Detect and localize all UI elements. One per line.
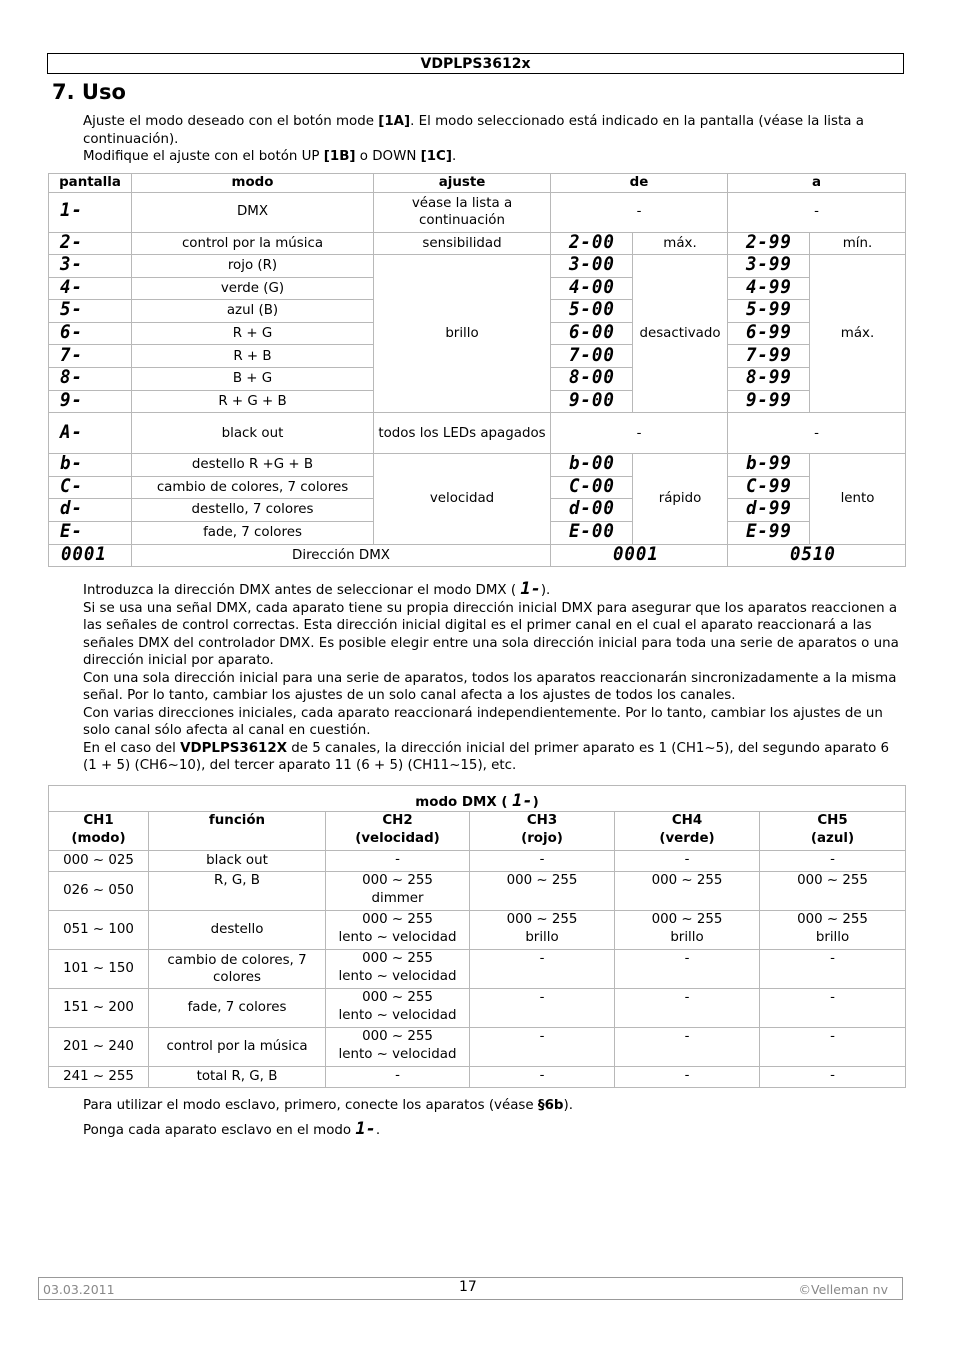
ch5-cell [760, 851, 906, 872]
mode-cell: verde (G) [132, 277, 374, 300]
document-header [47, 53, 904, 74]
button-ref: [1A] [378, 114, 411, 129]
ch4-cell [615, 911, 760, 950]
function-cell: R, G, B [149, 872, 326, 911]
segment-display: C-00 [568, 476, 615, 497]
value-line: 000 ~ 255 [362, 1029, 433, 1044]
from-display-cell [551, 522, 633, 545]
display-cell [49, 232, 132, 255]
from-display-cell [551, 322, 633, 345]
table-row [49, 1028, 906, 1067]
value-line: lento ~ velocidad [338, 968, 457, 984]
segment-display: b-99 [745, 453, 792, 475]
ch1-cell: 000 ~ 025 [49, 851, 149, 872]
function-cell: total R, G, B [149, 1067, 326, 1088]
ch4-cell [615, 1028, 760, 1067]
setting-cell: véase la lista a continuación [374, 192, 551, 232]
col-header-line: CH5 [817, 813, 848, 828]
table-row [49, 950, 906, 989]
ch3-cell [470, 1028, 615, 1067]
to-display-cell [728, 476, 810, 499]
section-ref: §6b [537, 1098, 564, 1113]
segment-display: 8-00 [568, 367, 615, 389]
paragraph [83, 740, 905, 775]
text: ) [532, 794, 539, 810]
intro-text: o DOWN [355, 149, 421, 164]
display-cell [49, 345, 132, 368]
value-line: - [830, 990, 835, 1005]
to-display-cell [728, 322, 810, 345]
segment-display: E- [59, 521, 83, 543]
ch2-cell [326, 989, 470, 1028]
table-row [49, 911, 906, 950]
value-line: - [539, 1029, 545, 1044]
footer-date: 03.03.2011 [43, 1282, 115, 1297]
display-cell [49, 454, 132, 477]
text: . [375, 1122, 381, 1138]
display-cell [49, 368, 132, 391]
value-line: - [830, 1029, 835, 1044]
value-line: 000 ~ 255 [362, 912, 433, 927]
segment-display: b-00 [568, 453, 615, 475]
intro-text: . [452, 149, 457, 164]
ch1-cell: 151 ~ 200 [49, 989, 149, 1028]
segment-display: 4-99 [745, 277, 792, 298]
col-header [326, 812, 470, 851]
col-header [149, 812, 326, 851]
value-line: dimmer [371, 890, 424, 906]
segment-display: 9-99 [745, 390, 792, 411]
value-line: - [684, 951, 690, 966]
segment-display: 1- [512, 790, 533, 811]
segment-display: b- [59, 453, 83, 475]
to-cell: mín. [810, 232, 906, 255]
table-row [49, 255, 906, 278]
mode-cell: DMX [132, 192, 374, 232]
text: En el caso del [83, 740, 181, 756]
from-cell: máx. [633, 232, 728, 255]
ch2-cell [326, 1067, 470, 1088]
segment-display: 3-99 [745, 254, 792, 276]
paragraph [83, 1118, 905, 1140]
col-header-line: CH4 [671, 813, 703, 828]
setting-cell: sensibilidad [374, 232, 551, 255]
segment-display: 5-99 [745, 299, 792, 321]
to-display-cell [728, 345, 810, 368]
display-cell [49, 300, 132, 323]
ch5-cell [760, 911, 906, 950]
display-cell [49, 192, 132, 232]
col-header-line: (velocidad) [355, 830, 440, 846]
to-display-cell [728, 499, 810, 522]
segment-display: 2-00 [568, 232, 615, 253]
table-row [49, 413, 906, 454]
to-display-cell [728, 277, 810, 300]
value-line: - [395, 1068, 400, 1083]
col-header-line: función [208, 813, 266, 828]
display-cell [49, 277, 132, 300]
table-row [49, 989, 906, 1028]
value-line: 000 ~ 255 [362, 951, 433, 966]
col-header: ajuste [374, 174, 551, 193]
mode-cell: control por la música [132, 232, 374, 255]
from-display-cell [551, 390, 633, 413]
value-line: - [684, 852, 690, 867]
text: Ponga cada aparato esclavo en el modo [83, 1122, 356, 1138]
display-cell [49, 476, 132, 499]
paragraph: Con una sola dirección inicial para una serie de aparatos, todos los aparatos reaccionarán sincronizadamente a la misma señal. Por lo tanto, cambiar los ajustes de un solo canal afecta a los ajustes de todos los canales. [83, 670, 897, 703]
ch3-cell [470, 872, 615, 911]
body-text [83, 581, 905, 775]
paragraph: Si se usa una señal DMX, cada aparato tiene su propia dirección inicial DMX para asegurar que los aparatos reaccionen a las señales de control correctas. Esta dirección inicial digital es el primer canal en el cual el aparato reaccionará a las señales DMX del controlador DMX. Es posible elegir entre una sola dirección inicial para toda una serie de aparatos o una dirección inicial por aparato. [83, 600, 899, 668]
to-display-cell [728, 522, 810, 545]
to-display-cell [728, 390, 810, 413]
ch4-cell [615, 989, 760, 1028]
mode-cell: Dirección DMX [132, 544, 551, 567]
col-header-line: (verde) [659, 830, 715, 846]
col-header: pantalla [49, 174, 132, 193]
intro-paragraph [83, 113, 905, 166]
ch4-cell [615, 872, 760, 911]
ch3-cell [470, 911, 615, 950]
table-row [49, 454, 906, 477]
intro-text: Ajuste el modo deseado con el botón mode [83, 114, 379, 129]
segment-display: 6-00 [568, 322, 615, 343]
ch1-cell: 241 ~ 255 [49, 1067, 149, 1088]
col-header: de [551, 174, 728, 193]
ch3-cell [470, 1067, 615, 1088]
from-display-cell [551, 300, 633, 323]
to-cell: - [728, 192, 906, 232]
value-line: lento ~ velocidad [338, 1046, 457, 1062]
segment-display: 4- [59, 277, 83, 298]
mode-cell: black out [132, 413, 374, 454]
segment-display: 1- [520, 579, 541, 599]
value-line: brillo [670, 929, 704, 945]
paragraph: Con varias direcciones iniciales, cada aparato reaccionará independientemente. Por lo tanto, cambiar los ajustes de un solo canal sólo afecta al canal en cuestión. [83, 705, 883, 738]
ch3-cell [470, 950, 615, 989]
ch1-cell: 026 ~ 050 [49, 872, 149, 911]
segment-display: d- [59, 498, 83, 520]
segment-display: C- [59, 476, 83, 497]
to-cell: máx. [810, 255, 906, 413]
segment-display: 5- [59, 299, 83, 321]
col-header: a [728, 174, 906, 193]
from-display-cell [551, 345, 633, 368]
intro-text: Modifique el ajuste con el botón UP [83, 149, 324, 164]
segment-display: d-99 [745, 498, 792, 520]
segment-display: 2- [59, 232, 83, 253]
value-line: 000 ~ 255 [651, 912, 723, 927]
ch2-cell [326, 851, 470, 872]
col-header-line: (azul) [810, 830, 855, 846]
table-row [49, 1067, 906, 1088]
page-number: 17 [459, 1279, 477, 1295]
text: ). [540, 583, 551, 598]
intro-text: . El modo seleccionado está indicado en la pantalla (véase la lista a continuación). [83, 114, 864, 147]
ch5-cell [760, 872, 906, 911]
segment-display: 6-99 [745, 322, 792, 343]
ch4-cell [615, 1067, 760, 1088]
function-cell: destello [149, 911, 326, 950]
value-line: - [539, 852, 545, 867]
ch1-cell: 101 ~ 150 [49, 950, 149, 989]
ch1-cell: 201 ~ 240 [49, 1028, 149, 1067]
text: Introduzca la dirección DMX antes de seleccionar el modo DMX ( [83, 583, 517, 598]
table-title [49, 786, 906, 812]
mode-cell: fade, 7 colores [132, 522, 374, 545]
dmx-rows [49, 851, 906, 1088]
ch4-cell [615, 851, 760, 872]
value-line: - [830, 951, 835, 966]
paragraph [83, 581, 905, 600]
segment-display: 1- [355, 1118, 376, 1139]
table-row [49, 544, 906, 567]
value-line: - [684, 1029, 690, 1044]
segment-display: 9-00 [568, 390, 615, 411]
segment-display: 2-99 [745, 232, 792, 253]
table-title-row [49, 786, 906, 812]
col-header [470, 812, 615, 851]
value-line: 000 ~ 255 [506, 912, 578, 927]
value-line: - [539, 1068, 545, 1083]
table-row [49, 872, 906, 911]
text: ). [563, 1098, 573, 1113]
from-cell: rápido [633, 454, 728, 544]
value-line: - [684, 1068, 690, 1083]
value-line: - [539, 990, 545, 1005]
segment-display: 0001 [60, 544, 107, 565]
ch2-cell [326, 872, 470, 911]
ch5-cell [760, 1028, 906, 1067]
value-line: 000 ~ 255 [506, 873, 578, 888]
value-line: 000 ~ 255 [797, 912, 868, 927]
segment-display: 3- [59, 254, 83, 276]
value-line: - [395, 852, 400, 867]
segment-display: E-99 [745, 521, 792, 543]
table-header-row [49, 812, 906, 851]
model-name: VDPLPS3612x [420, 56, 531, 72]
text: modo DMX ( [415, 794, 508, 810]
mode-cell: rojo (R) [132, 255, 374, 278]
col-header-line: (rojo) [521, 830, 563, 846]
table-header-row [49, 174, 906, 193]
function-cell: fade, 7 colores [149, 989, 326, 1028]
ch2-cell [326, 1028, 470, 1067]
ch2-cell [326, 911, 470, 950]
col-header: modo [132, 174, 374, 193]
segment-display: d-00 [568, 498, 615, 520]
segment-display: 4-00 [568, 277, 615, 298]
from-display-cell [551, 368, 633, 391]
mode-cell: B + G [132, 368, 374, 391]
to-display-cell [728, 544, 906, 567]
ch2-cell [326, 950, 470, 989]
from-display-cell [551, 454, 633, 477]
text: de 5 canales, la dirección inicial del primer aparato es 1 (CH1~5), del segundo aparato 6 (1 + 5) (CH6~10), del tercer aparato 11 (6 + 5) (CH11~15), etc. [83, 740, 890, 773]
value-line: - [539, 951, 545, 966]
mode-cell: R + B [132, 345, 374, 368]
segment-display: A- [59, 420, 83, 443]
from-cell: desactivado [633, 255, 728, 413]
mode-cell: cambio de colores, 7 colores [132, 476, 374, 499]
table-row [49, 851, 906, 872]
value-line: lento ~ velocidad [338, 929, 457, 945]
mode-cell: R + G [132, 322, 374, 345]
segment-display: 7-99 [745, 344, 792, 366]
col-header [49, 812, 149, 851]
segment-display: 0001 [612, 544, 659, 565]
mode-table [48, 173, 906, 567]
col-header-line: (modo) [71, 830, 126, 846]
ch5-cell [760, 950, 906, 989]
paragraph [83, 1097, 905, 1115]
display-cell [49, 413, 132, 454]
ch5-cell [760, 1067, 906, 1088]
col-header-line: CH1 [83, 813, 114, 828]
segment-display: 8-99 [745, 367, 792, 389]
display-cell [49, 522, 132, 545]
from-cell: - [551, 192, 728, 232]
function-cell: cambio de colores, 7 colores [149, 950, 326, 989]
mode-cell: R + G + B [132, 390, 374, 413]
function-cell: control por la música [149, 1028, 326, 1067]
value-line: - [830, 1068, 835, 1083]
segment-display: E-00 [568, 521, 615, 543]
setting-cell: brillo [374, 255, 551, 413]
setting-cell: velocidad [374, 454, 551, 544]
segment-display: 0510 [790, 544, 836, 565]
table-row [49, 192, 906, 232]
col-header [615, 812, 760, 851]
mode-cell: destello R +G + B [132, 454, 374, 477]
from-display-cell [551, 277, 633, 300]
text: Para utilizar el modo esclavo, primero, conecte los aparatos (véase [83, 1098, 538, 1113]
value-line: brillo [525, 929, 559, 945]
segment-display: 6- [59, 322, 83, 343]
from-display-cell [551, 544, 728, 567]
value-line: lento ~ velocidad [338, 1007, 457, 1023]
button-ref: [1B] [323, 149, 356, 164]
col-header [760, 812, 906, 851]
to-display-cell [728, 454, 810, 477]
value-line: - [684, 990, 690, 1005]
function-cell: black out [149, 851, 326, 872]
model-ref: VDPLPS3612X [180, 740, 288, 756]
segment-display: 7-00 [568, 344, 615, 366]
value-line: 000 ~ 255 [362, 990, 433, 1005]
segment-display: 8- [59, 367, 83, 389]
velocidad-group [49, 454, 906, 544]
value-line: 000 ~ 255 [797, 873, 868, 888]
mode-cell: destello, 7 colores [132, 499, 374, 522]
table-row [49, 232, 906, 255]
from-display-cell [551, 232, 633, 255]
dmx-table [48, 785, 906, 1088]
segment-display: 9- [59, 390, 83, 411]
from-display-cell [551, 499, 633, 522]
setting-cell: todos los LEDs apagados [374, 413, 551, 454]
value-line: brillo [815, 929, 850, 945]
segment-display: C-99 [745, 476, 792, 497]
value-line: - [830, 852, 835, 867]
ch4-cell [615, 950, 760, 989]
display-cell [49, 390, 132, 413]
to-display-cell [728, 300, 810, 323]
col-header-line: CH3 [526, 813, 558, 828]
col-header-line: CH2 [382, 813, 413, 828]
display-cell [49, 499, 132, 522]
value-line: 000 ~ 255 [362, 873, 433, 888]
ch3-cell [470, 851, 615, 872]
from-display-cell [551, 255, 633, 278]
section-title: 7. Uso [52, 80, 126, 104]
mode-cell: azul (B) [132, 300, 374, 323]
button-ref: [1C] [420, 149, 452, 164]
to-display-cell [728, 368, 810, 391]
from-display-cell [551, 476, 633, 499]
from-cell: - [551, 413, 728, 454]
slave-text [83, 1097, 905, 1139]
ch5-cell [760, 989, 906, 1028]
footer-copyright: ©Velleman nv [798, 1282, 888, 1297]
to-cell: - [728, 413, 906, 454]
to-display-cell [728, 255, 810, 278]
segment-display: 3-00 [568, 254, 615, 276]
to-cell: lento [810, 454, 906, 544]
segment-display: 1- [59, 199, 83, 222]
ch3-cell [470, 989, 615, 1028]
ch1-cell: 051 ~ 100 [49, 911, 149, 950]
to-display-cell [728, 232, 810, 255]
segment-display: 7- [59, 344, 83, 366]
display-cell [49, 322, 132, 345]
display-cell [49, 544, 132, 567]
value-line: 000 ~ 255 [651, 873, 723, 888]
display-cell [49, 255, 132, 278]
brillo-group [49, 255, 906, 413]
segment-display: 5-00 [568, 299, 615, 321]
